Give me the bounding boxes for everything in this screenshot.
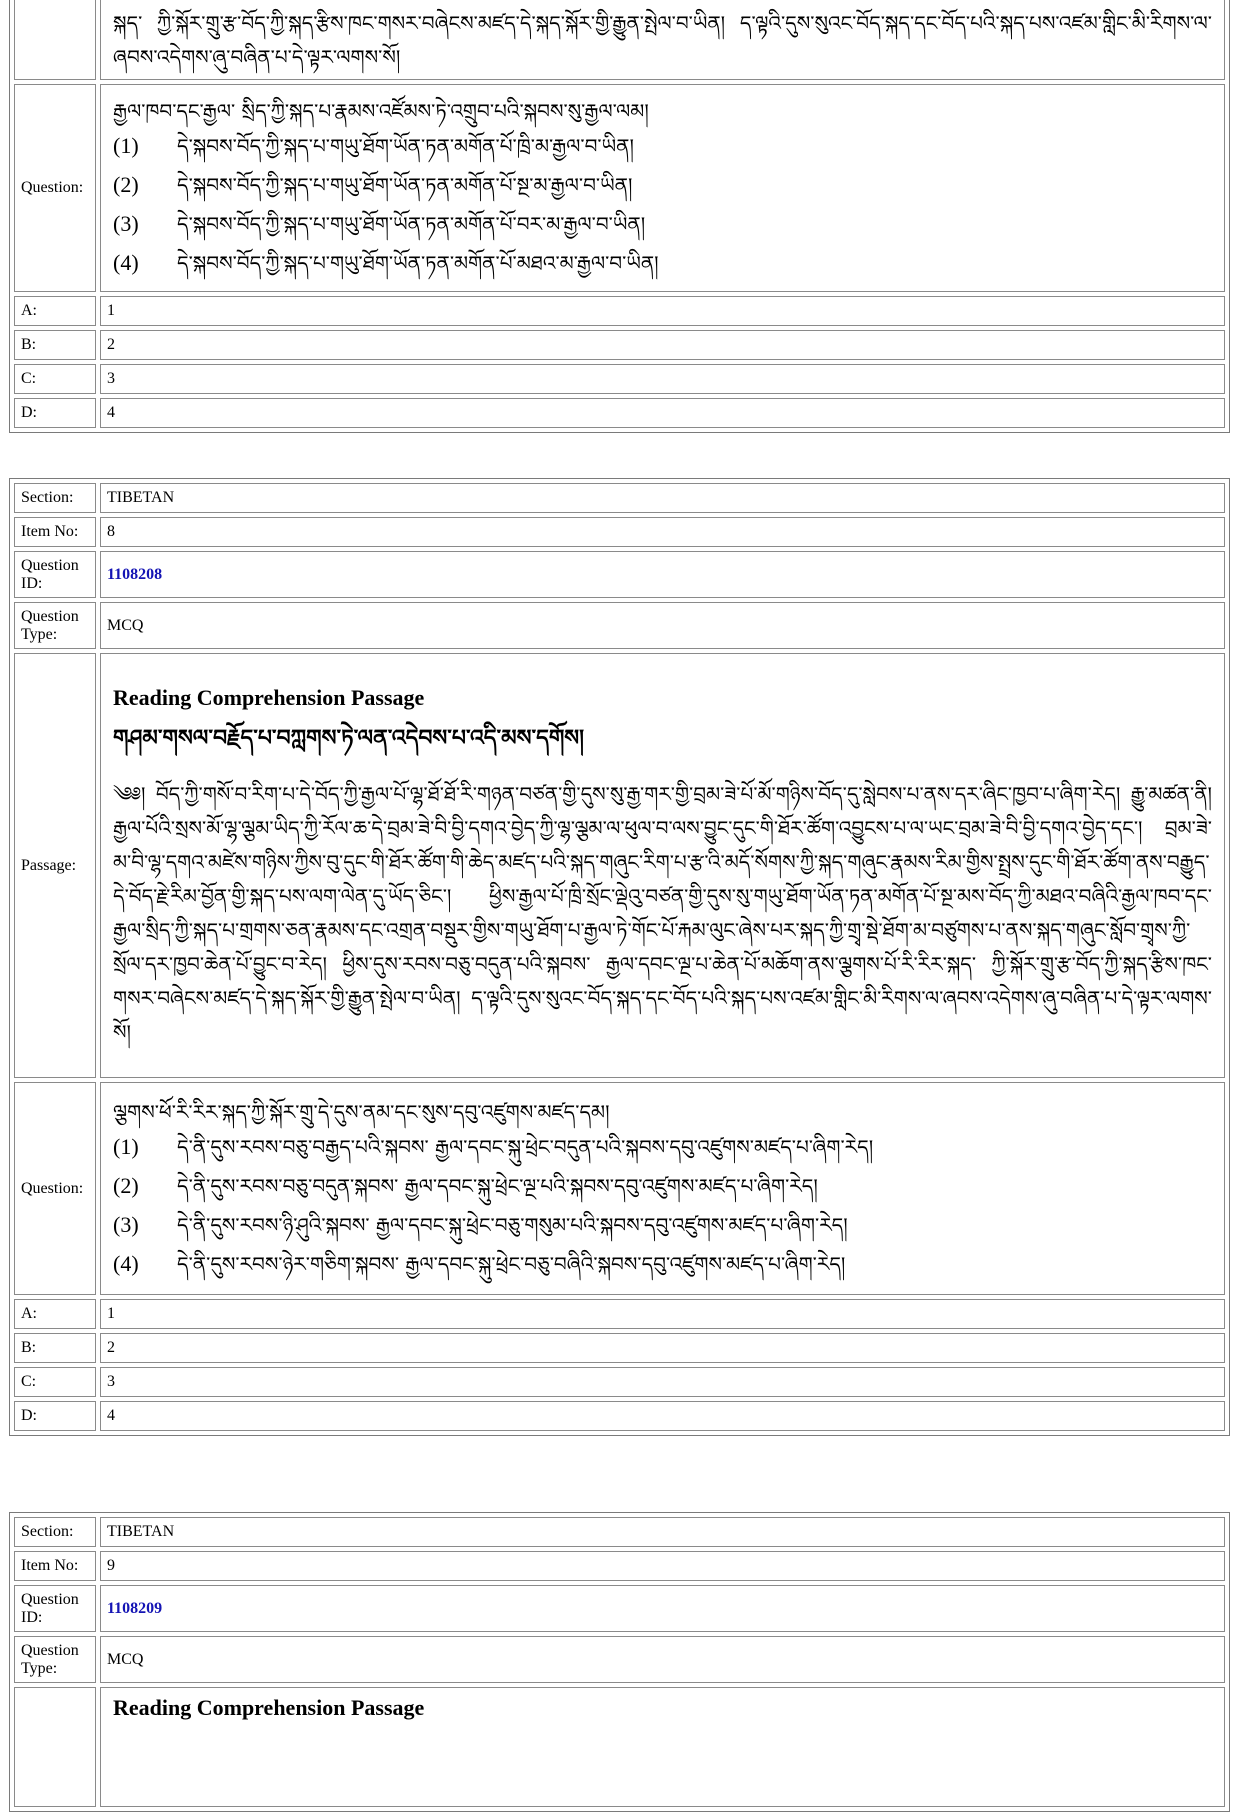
- question-id-cell: [100, 551, 1225, 598]
- answer-d-value: 4: [100, 398, 1225, 428]
- answer-c-value: 3: [100, 1367, 1225, 1397]
- passage-label: Passage:: [14, 653, 96, 1078]
- option-text: དེ་སྐབས་བོད་ཀྱི་སྐད་པ་གཡུ་ཐོག་ཡོན་ཏན་མགོན་པོ་མཐའ་མ་རྒྱལ་བ་ཡིན།: [177, 251, 659, 275]
- question-id-value: 1108209: [107, 1599, 163, 1617]
- answer-d-label: D:: [14, 1401, 96, 1431]
- question-cell: [100, 84, 1225, 292]
- question-option: [113, 166, 1218, 205]
- answer-c-label: C:: [14, 1367, 96, 1397]
- option-text: དེ་སྐབས་བོད་ཀྱི་སྐད་པ་གཡུ་ཐོག་ཡོན་ཏན་མགོན་པོ་ཁྲི་མ་རྒྱལ་བ་ཡིན།: [177, 134, 634, 158]
- option-text: དེ་སྐབས་བོད་ཀྱི་སྐད་པ་གཡུ་ཐོག་ཡོན་ཏན་མགོན་པོ་བར་མ་རྒྱལ་བ་ཡིན།: [177, 212, 646, 236]
- question-cell: [100, 1082, 1225, 1295]
- option-number: (1): [113, 133, 139, 158]
- question-option: [113, 1167, 1218, 1206]
- option-number: (3): [113, 211, 139, 236]
- section-label: Section:: [14, 1517, 96, 1547]
- question-option: [113, 127, 1218, 166]
- question-card-8: [9, 478, 1230, 1436]
- item-no-value: 8: [100, 517, 1225, 547]
- question-intro: རྒྱལ་ཁབ་དང་རྒྱལ་ སྲིད་ཀྱི་སྐད་པ་རྣམས་འཛོམས་ཏེ་འགྲུབ་པའི་སྐབས་སུ་རྒྱལ་ལམ།: [113, 99, 649, 123]
- item-no-label: Item No:: [14, 1551, 96, 1581]
- passage-cell: [100, 653, 1225, 1078]
- section-value: TIBETAN: [100, 1517, 1225, 1547]
- question-card-7: [9, 0, 1230, 433]
- option-text: དེ་སྐབས་བོད་ཀྱི་སྐད་པ་གཡུ་ཐོག་ཡོན་ཏན་མགོན་པོ་སྔ་མ་རྒྱལ་བ་ཡིན།: [177, 173, 633, 197]
- passage-cell: [100, 0, 1225, 80]
- answer-b-label: B:: [14, 1333, 96, 1363]
- question-label: Question:: [14, 1082, 96, 1295]
- question-id-label: Question ID:: [14, 551, 96, 598]
- question-id-cell: [100, 1585, 1225, 1632]
- question-option: [113, 205, 1218, 244]
- option-number: (2): [113, 1172, 139, 1198]
- question-label: Question:: [14, 84, 96, 292]
- question-option: [113, 1206, 1218, 1245]
- question-type-value: MCQ: [100, 602, 1225, 649]
- option-text: དེ་ནི་དུས་རབས་བཅུ་བརྒྱད་པའི་སྐབས་ རྒྱལ་དབང་སྐུ་ཕྲེང་བདུན་པའི་སྐབས་དབུ་འཛུགས་མཛད་པ་ཞིག་རེད།: [177, 1134, 874, 1159]
- passage-cell: [100, 1687, 1225, 1807]
- option-number: (4): [113, 250, 139, 275]
- question-type-label: Question Type:: [14, 602, 96, 649]
- question-type-label: Question Type:: [14, 1636, 96, 1683]
- answer-a-value: 1: [100, 296, 1225, 326]
- passage-label: [14, 1687, 96, 1807]
- answer-a-label: A:: [14, 296, 96, 326]
- passage-title: Reading Comprehension Passage: [113, 1695, 425, 1720]
- option-text: དེ་ནི་དུས་རབས་ཉེར་གཅིག་སྐབས་ རྒྱལ་དབང་སྐུ་ཕྲེང་བཅུ་བཞིའི་སྐབས་དབུ་འཛུགས་མཛད་པ་ཞིག་རེད།: [177, 1251, 846, 1276]
- option-number: (4): [113, 1250, 139, 1276]
- question-id-label: Question ID:: [14, 1585, 96, 1632]
- question-card-9: [9, 1512, 1230, 1812]
- option-text: དེ་ནི་དུས་རབས་བཅུ་བདུན་སྐབས་ རྒྱལ་དབང་སྐུ་ཕྲེང་ལྔ་པའི་སྐབས་དབུ་འཛུགས་མཛད་པ་ཞིག་རེད།: [177, 1173, 818, 1198]
- answer-b-value: 2: [100, 1333, 1225, 1363]
- option-number: (2): [113, 172, 139, 197]
- option-text: དེ་ནི་དུས་རབས་ཉི་ཤུའི་སྐབས་ རྒྱལ་དབང་སྐུ་ཕྲེང་བཅུ་གསུམ་པའི་སྐབས་དབུ་འཛུགས་མཛད་པ་ཞིག་རེད།: [177, 1212, 848, 1237]
- answer-c-label: C:: [14, 364, 96, 394]
- passage-text: ༄༅། བོད་ཀྱི་གསོ་བ་རིག་པ་དེ་བོད་ཀྱི་རྒྱལ་པོ་ལྷ་ཐོ་ཐོ་རི་གཉན་བཙན་གྱི་དུས་སུ་རྒྱ་གར་གྱི་བྲམ་ཟེ་པོ་མོ་གཉིས་བོད་དུ་སླེབས་པ་ནས་དར་ཞིང་ཁྱབ་པ་ཞིག་རེད། རྒྱུ་མཚན་ནི། རྒྱལ་པོའི་སྲས་མོ་ལྷ་ལྕམ་ཡིད་ཀྱི་རོལ་ཆ་དེ་བྲམ་ཟེ་བི་བྱི་དགའ་བྱེད་ཀྱི་ལྷ་ལྕམ་ལ་ཕུལ་བ་ལས་བྱུང་དུང་གི་ཐོར་ཚོག་འབྱུངས་པ་ལ་ཡང་བྲམ་ཟེ་བི་བྱི་དགའ་བྱེད་དང་། བྲམ་ཟེ་མ་བི་ལྷ་དགའ་མཛེས་གཉིས་ཀྱིས་བུ་དུང་གི་ཐོར་ཚོག་གི་ཆེད་མཛད་པའི་སྐད་གཞུང་རིག་པ་རྩ་འི་མདོ་སོགས་ཀྱི་སྐད་གཞུང་རྣམས་རིམ་གྱིས་སྤྲས་དུང་གི་ཐོར་ཚོག་ནས་བརྒྱུད་དེ་བོད་རྗེ་རིམ་བྱོན་གྱི་སྐད་པས་ལག་ལེན་དུ་ཡོད་ཅིང་། ཕྱིས་རྒྱལ་པོ་ཁྲི་སྲོང་ལྡེའུ་བཙན་གྱི་དུས་སུ་གཡུ་ཐོག་ཡོན་ཏན་མགོན་པོ་སྔ་མས་བོད་ཀྱི་མཐའ་བཞིའི་རྒྱལ་ཁབ་དང་རྒྱལ་སྲིད་ཀྱི་སྐད་པ་གྲགས་ཅན་རྣམས་དང་འགྲན་བསྡུར་གྱིས་གཡུ་ཐོག་པ་རྒྱལ་ཏེ་གོང་པོ་རྐམ་ལུང་ཞེས་པར་སྐད་ཀྱི་གྲྭ་སྡེ་ཐོག་མ་བཙུགས་པ་ནས་སྐད་གཞུང་སློབ་གྲྭས་ཀྱི་སྲོལ་དར་ཁྱབ་ཆེན་པོ་བྱུང་བ་རེད། ཕྱིས་དུས་རབས་བཅུ་བདུན་པའི་སྐབས་ རྒྱལ་དབང་ལྔ་པ་ཆེན་པོ་མཆོག་ནས་ལྕགས་པོ་རི་རིར་སྐད་ ཀྱི་སྐོར་གྲུ་རྩ་བོད་ཀྱི་སྐད་རྩིས་ཁང་གསར་བཞེངས་མཛད་དེ་སྐད་སྐོར་གྱི་རྒྱུན་སྤེལ་བ་ཡིན། ད་ལྟའི་དུས་སུའང་བོད་སྐད་དང་བོད་པའི་སྐད་པས་འཛམ་གླིང་མི་རིགས་ལ་ཞབས་འདེགས་ཞུ་བཞིན་པ་དེ་ལྟར་ལགས་སོ།: [113, 781, 1212, 1044]
- passage-heading: གཤམ་གསལ་བརྗོད་པ་བཀླགས་ཏེ་ལན་འདེབས་པ་འདི་མས་དགོས།: [113, 725, 585, 751]
- answer-d-label: D:: [14, 398, 96, 428]
- option-number: (3): [113, 1211, 139, 1237]
- answer-b-value: 2: [100, 330, 1225, 360]
- passage-text: སྐད་ ཀྱི་སྐོར་གྲུ་རྩ་བོད་ཀྱི་སྐད་རྩིས་ཁང་གསར་བཞེངས་མཛད་དེ་སྐད་སྐོར་གྱི་རྒྱུན་སྤེལ་བ་ཡིན། ད་ལྟའི་དུས་སུའང་བོད་སྐད་དང་བོད་པའི་སྐད་པས་འཛམ་གླིང་མི་རིགས་ལ་ཞབས་འདེགས་ཞུ་བཞིན་པ་དེ་ལྟར་ལགས་སོ།: [113, 11, 1212, 69]
- answer-c-value: 3: [100, 364, 1225, 394]
- passage-label-cell: [14, 0, 96, 80]
- question-option: [113, 1245, 1218, 1284]
- section-value: TIBETAN: [100, 483, 1225, 513]
- question-option: [113, 1128, 1218, 1167]
- passage-title: Reading Comprehension Passage: [113, 684, 425, 710]
- answer-b-label: B:: [14, 330, 96, 360]
- question-type-value: MCQ: [100, 1636, 1225, 1683]
- question-id-value: 1108208: [107, 565, 163, 583]
- question-option: [113, 244, 1218, 283]
- question-intro: ལྕགས་ཕོ་རི་རིར་སྐད་ཀྱི་སྐོར་གྲུ་དེ་དུས་ནམ་དང་སུས་དབུ་འཛུགས་མཛད་དམ།: [113, 1099, 610, 1124]
- item-no-value: 9: [100, 1551, 1225, 1581]
- option-number: (1): [113, 1133, 139, 1159]
- answer-a-value: 1: [100, 1299, 1225, 1329]
- answer-a-label: A:: [14, 1299, 96, 1329]
- item-no-label: Item No:: [14, 517, 96, 547]
- answer-d-value: 4: [100, 1401, 1225, 1431]
- section-label: Section:: [14, 483, 96, 513]
